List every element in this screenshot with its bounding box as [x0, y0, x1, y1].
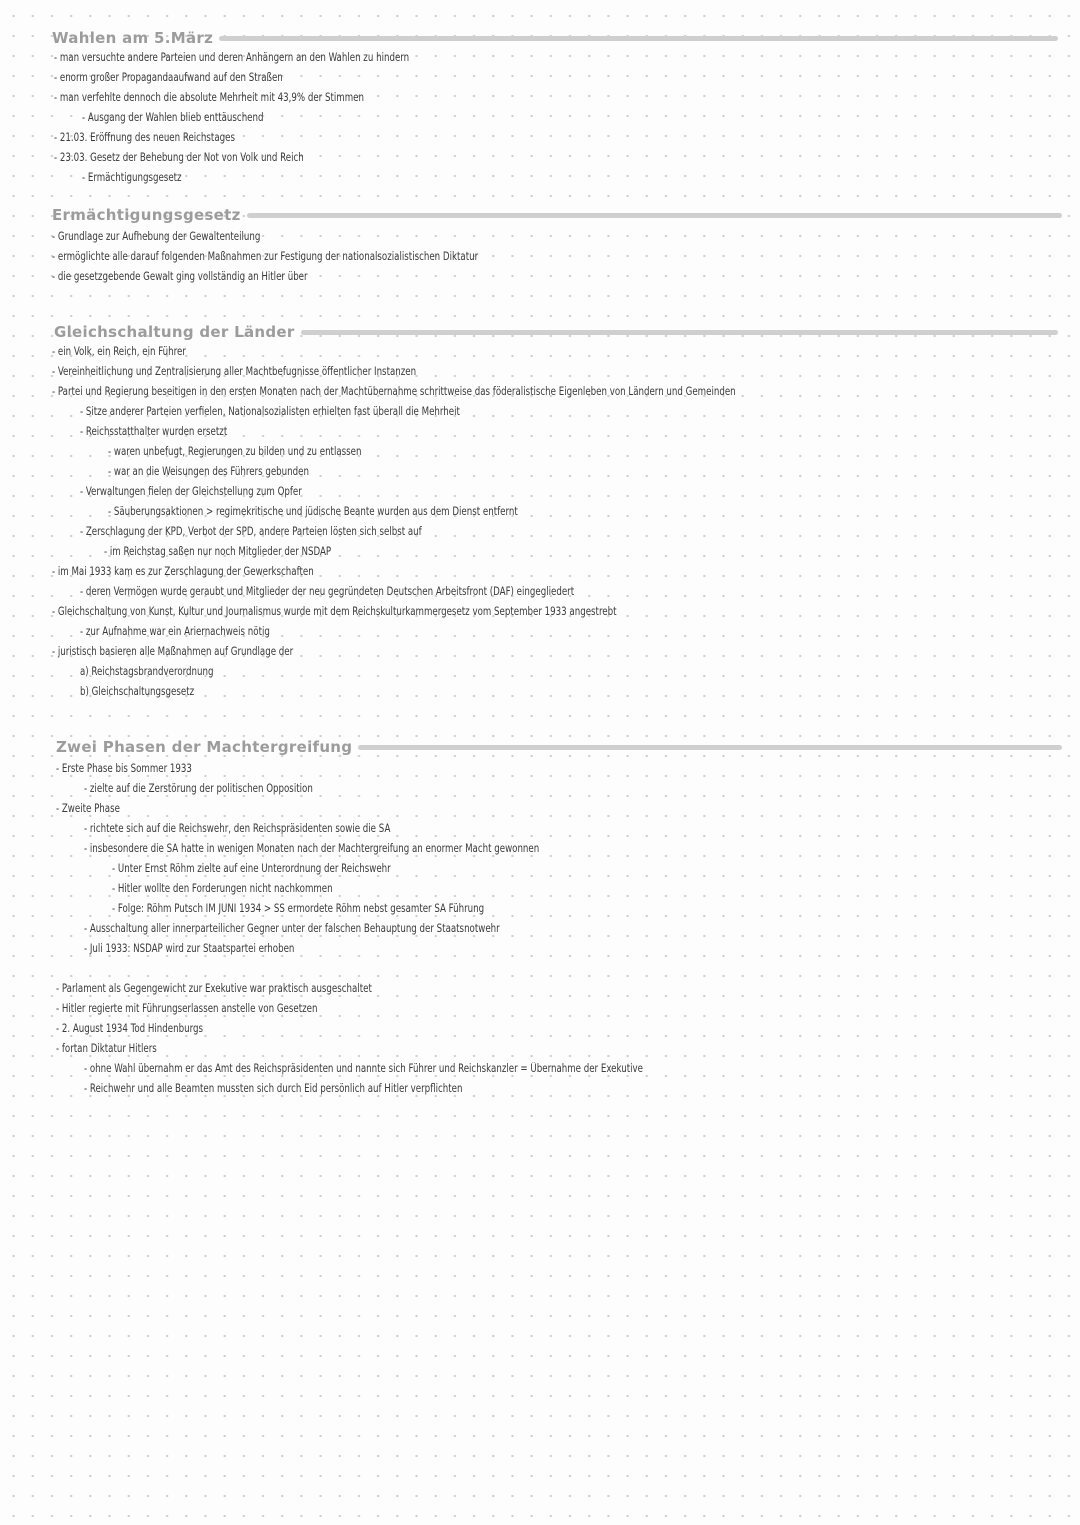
note-line: - Zweite Phase [56, 802, 120, 815]
note-line: - Säuberungsaktionen > regimekritische und jüdische Beante wurden aus dem Dienst entfernt [108, 505, 518, 518]
heading-divider [247, 213, 1062, 218]
note-line: - ohne Wahl übernahm er das Amt des Reichspräsidenten und nannte sich Führer und Reichskanzler = Übernahme der Exekutive [84, 1062, 643, 1075]
note-line: - Reichwehr und alle Beamten mussten sich durch Eid persönlich auf Hitler verpflichten [84, 1082, 463, 1095]
note-line: - fortan Diktatur Hitlers [56, 1042, 157, 1055]
note-line: - ermöglichte alle darauf folgenden Maßnahmen zur Festigung der nationalsozialistischen Diktatur [52, 250, 479, 263]
note-line: - Unter Ernst Röhm zielte auf eine Unterordnung der Reichswehr [112, 862, 391, 875]
section-heading-row-wahlen [52, 28, 1058, 48]
section-heading-row-ermaechtigungsgesetz [52, 205, 1062, 225]
note-line: - 23.03. Gesetz der Behebung der Not von Volk und Reich [54, 151, 304, 164]
section-heading-row-gleichschaltung [54, 322, 1058, 342]
note-line: - Partei und Regierung beseitigen in den ersten Monaten nach der Machtübernahme schrittweise das föderalistische Eigenleben von Ländern und Gemeinden [52, 385, 736, 398]
note-line: - im Mai 1933 kam es zur Zerschlagung der Gewerkschaften [52, 565, 314, 578]
note-line: - zur Aufnahme war ein Ariernachweis nötig [80, 625, 270, 638]
section-title-ermaechtigungsgesetz: Ermächtigungsgesetz [52, 206, 241, 224]
section-title-wahlen: Wahlen am 5.März [52, 29, 214, 47]
section-title-zwei-phasen: Zwei Phasen der Machtergreifung [56, 738, 353, 756]
note-line: - Ausschaltung aller innerparteilicher Gegner unter der falschen Behauptung der Staatsnotwehr [84, 922, 500, 935]
note-line: - ein Volk, ein Reich, ein Führer [52, 345, 186, 358]
note-line: - Grundlage zur Aufhebung der Gewaltenteilung [52, 230, 261, 243]
note-line: - zielte auf die Zerstörung der politischen Opposition [84, 782, 313, 795]
note-line: - Hitler wollte den Forderungen nicht nachkommen [112, 882, 333, 895]
note-line: - Ausgang der Wahlen blieb enttäuschend [82, 111, 264, 124]
note-line: - 2. August 1934 Tod Hindenburgs [56, 1022, 203, 1035]
note-line: - die gesetzgebende Gewalt ging vollständig an Hitler über [52, 270, 308, 283]
note-line: - juristisch basieren alle Maßnahmen auf Grundlage der [52, 645, 294, 658]
section-title-gleichschaltung: Gleichschaltung der Länder [54, 323, 295, 341]
note-line: - man versuchte andere Parteien und deren Anhängern an den Wahlen zu hindern [54, 51, 410, 64]
note-line: - enorm großer Propagandaaufwand auf den Straßen [54, 71, 283, 84]
note-line: - Zerschlagung der KPD, Verbot der SPD, andere Parteien lösten sich selbst auf [80, 525, 422, 538]
note-line: b) Gleichschaltungsgesetz [80, 685, 195, 698]
note-line: - insbesondere die SA hatte in wenigen Monaten nach der Machtergreifung an enormer Macht gewonnen [84, 842, 540, 855]
note-line: - 21.03. Eröffnung des neuen Reichstages [54, 131, 235, 144]
note-line: - war an die Weisungen des Führers gebunden [108, 465, 309, 478]
note-line: - richtete sich auf die Reichswehr, den Reichspräsidenten sowie die SA [84, 822, 391, 835]
note-line: - Gleichschaltung von Kunst, Kultur und Journalismus wurde mit dem Reichskulturkammergesetz vom September 1933 angestrebt [52, 605, 617, 618]
note-line: - Juli 1933: NSDAP wird zur Staatspartei erhoben [84, 942, 295, 955]
section-heading-row-zwei-phasen [56, 737, 1062, 757]
note-line: - Verwaltungen fielen der Gleichstellung zum Opfer [80, 485, 302, 498]
note-line: - Vereinheitlichung und Zentralisierung aller Machtbefugnisse öffentlicher Instanzen [52, 365, 417, 378]
note-line: - Folge: Röhm Putsch IM JUNI 1934 > SS ermordete Röhm nebst gesamter SA Führung [112, 902, 485, 915]
note-line: - deren Vermögen wurde geraubt und Mitglieder der neu gegründeten Deutschen Arbeitsfront (DAF) eingegliedert [80, 585, 575, 598]
note-line: - Sitze anderer Parteien verfielen, Nationalsozialisten erhielten fast überall die Mehrheit [80, 405, 460, 418]
note-line: - waren unbefugt, Regierungen zu bilden und zu entlassen [108, 445, 362, 458]
heading-divider [301, 330, 1058, 335]
note-line: - Ermächtigungsgesetz [82, 171, 182, 184]
heading-divider [358, 745, 1062, 750]
note-line: - Hitler regierte mit Führungserlassen anstelle von Gesetzen [56, 1002, 318, 1015]
note-line: - man verfehlte dennoch die absolute Mehrheit mit 43,9% der Stimmen [54, 91, 364, 104]
note-line: - im Reichstag saßen nur noch Mitglieder der NSDAP [104, 545, 332, 558]
note-line: - Erste Phase bis Sommer 1933 [56, 762, 192, 775]
note-line: - Reichsstatthalter wurden ersetzt [80, 425, 228, 438]
note-line: - Parlament als Gegengewicht zur Exekutive war praktisch ausgeschaltet [56, 982, 372, 995]
note-line: a) Reichstagsbrandverordnung [80, 665, 214, 678]
heading-divider [219, 36, 1058, 41]
